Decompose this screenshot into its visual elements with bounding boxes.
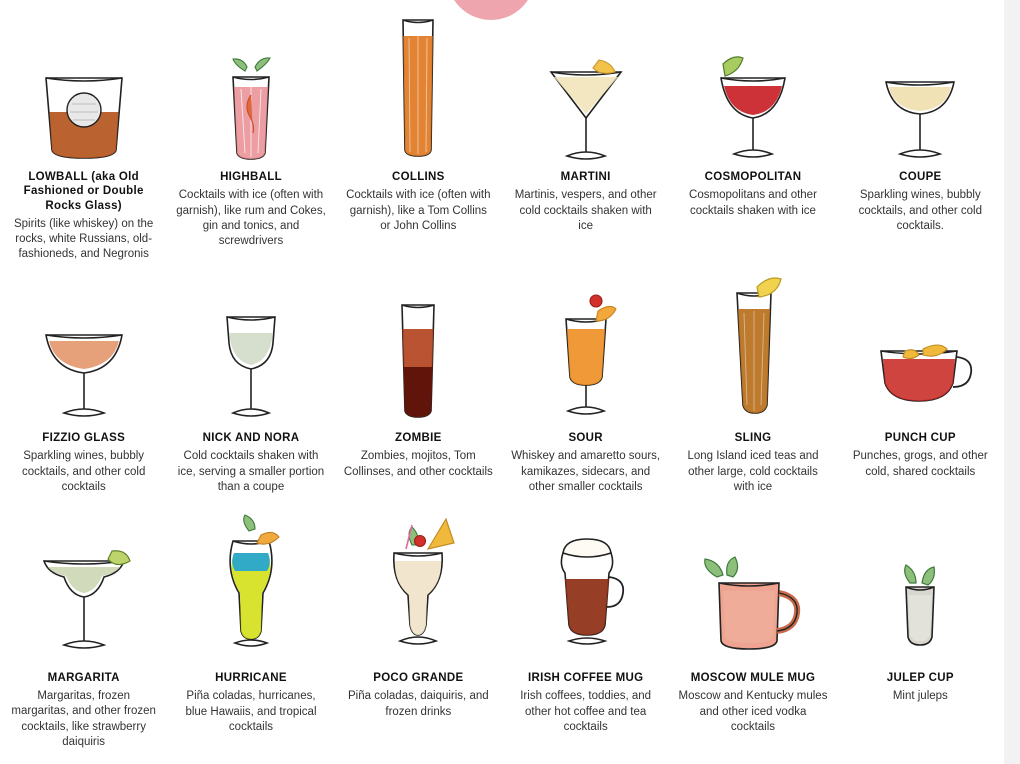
martini-glass-icon [537,14,635,164]
glass-card-poco-grande [335,510,502,750]
glass-title: LOWBALL (aka Old Fashioned or Double Rocks Glass) [23,171,144,212]
glass-card-highball [167,14,334,270]
glass-description: Moscow and Kentucky mules and other iced vodka cocktails [678,690,828,733]
glass-description: Piña coladas, daiquiris, and frozen drinks [347,690,489,718]
glass-description: Margaritas, frozen margaritas, and other frozen cocktails, like strawberry daiquiris [11,690,156,748]
glass-title: PUNCH CUP [884,432,956,444]
glass-title: JULEP CUP [886,672,954,684]
glass-description: Punches, grogs, and other cold, shared cocktails [852,450,988,478]
zombie-glass-icon [378,270,458,425]
glass-title: ZOMBIE [395,432,442,444]
glass-title: POCO GRANDE [373,672,464,684]
glassware-grid [0,14,1004,750]
glass-title: SOUR [568,432,603,444]
fizzio-glass-icon [32,270,136,425]
glass-description: Sparkling wines, bubbly cocktails, and other cold cocktails [21,450,146,493]
margarita-glass-icon [30,510,138,665]
glass-description: Cosmopolitans and other cocktails shaken with ice [689,189,817,217]
sling-glass-icon [711,270,795,425]
glass-card-margarita [0,510,167,750]
glass-card-zombie [335,270,502,510]
glass-title: IRISH COFFEE MUG [527,672,644,684]
glass-title: HIGHBALL [220,171,282,183]
julep-cup-icon [880,510,960,665]
hurricane-glass-icon [205,510,297,665]
glass-description: Spirits (like whiskey) on the rocks, white Russians, old-fashioneds, and Negronis [13,218,154,261]
nick-and-nora-glass-icon [205,270,297,425]
glass-description: Cocktails with ice (often with garnish), like rum and Cokes, gin and tonics, and screwdrivers [176,189,326,247]
coupe-glass-icon [870,14,970,164]
glass-title: NICK AND NORA [202,432,300,444]
glass-title: HURRICANE [215,672,287,684]
poco-grande-glass-icon [368,510,468,665]
glass-description: Zombies, mojitos, Tom Collinses, and other cocktails [343,450,493,478]
glass-description: Whiskey and amaretto sours, kamikazes, sidecars, and other smaller cocktails [511,450,661,493]
glass-description: Sparkling wines, bubbly cocktails, and other cold cocktails. [858,189,982,232]
glass-card-hurricane [167,510,334,750]
highball-glass-icon [205,14,297,164]
glass-card-lowball [0,14,167,270]
glass-card-moscow-mule-mug [669,510,836,750]
glass-title: FIZZIO GLASS [42,432,126,444]
glass-title: SLING [734,432,772,444]
glass-description: Cocktails with ice (often with garnish), like a Tom Collins or John Collins [346,189,491,232]
glass-card-collins [335,14,502,270]
glass-title: MOSCOW MULE MUG [690,672,816,684]
glass-card-irish-coffee-mug [502,510,669,750]
glass-card-fizzio [0,270,167,510]
glass-description: Long Island iced teas and other large, cold cocktails with ice [687,450,819,493]
glass-card-sour [502,270,669,510]
glass-card-cosmopolitan [669,14,836,270]
right-gutter [1004,0,1020,764]
glass-title: COLLINS [392,171,445,183]
glass-title: COUPE [899,171,942,183]
glass-description: Piña coladas, hurricanes, blue Hawaiis, and tropical cocktails [185,690,317,733]
sour-glass-icon [538,270,634,425]
glass-description: Irish coffees, toddies, and other hot coffee and tea cocktails [520,690,652,733]
glass-card-martini [502,14,669,270]
collins-glass-icon [375,14,461,164]
glass-card-punch-cup [837,270,1004,510]
punch-cup-icon [865,270,975,425]
glass-description: Martinis, vespers, and other cold cocktails shaken with ice [514,189,657,232]
irish-coffee-mug-icon [535,510,637,665]
cosmopolitan-glass-icon [703,14,803,164]
lowball-glass-icon [32,14,136,164]
glass-card-coupe [837,14,1004,270]
glass-title: MARTINI [560,171,611,183]
glass-description: Mint juleps [892,690,948,703]
moscow-mule-mug-icon [693,510,813,665]
glass-description: Cold cocktails shaken with ice, serving a smaller portion than a coupe [177,450,325,493]
glass-title: COSMOPOLITAN [704,171,802,183]
glass-card-julep-cup [837,510,1004,750]
glass-card-nick-and-nora [167,270,334,510]
glass-card-sling [669,270,836,510]
glass-title: MARGARITA [47,671,120,684]
